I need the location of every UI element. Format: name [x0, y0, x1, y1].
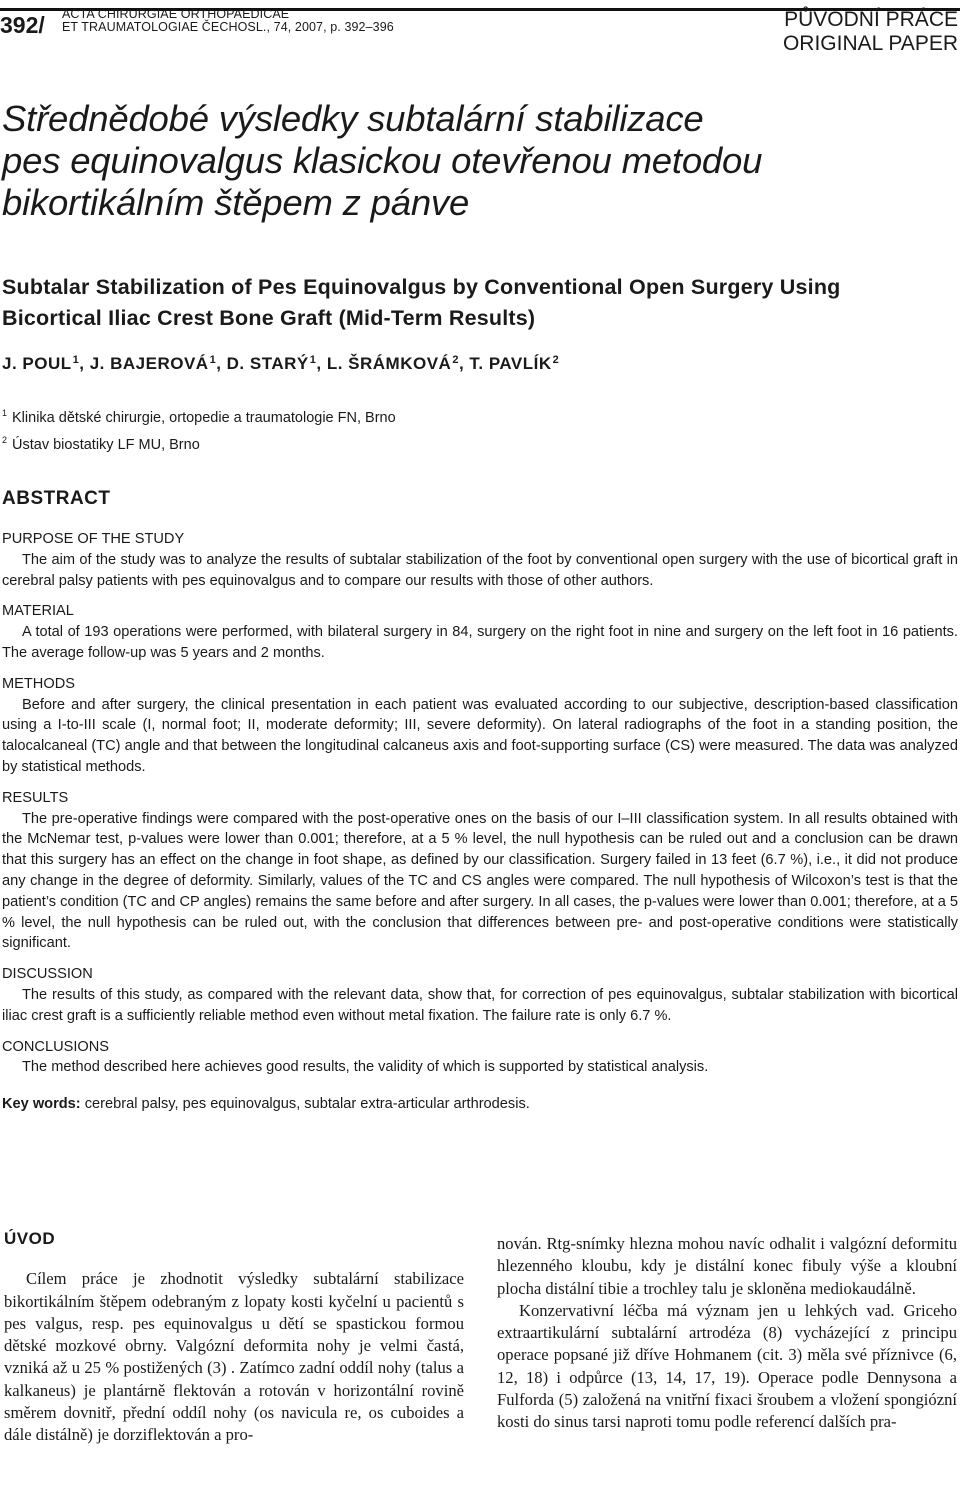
- abstract-section-heading: MATERIAL: [2, 603, 74, 620]
- abstract-section-purpose: [2, 529, 958, 591]
- title-english-line: Bicortical Iliac Crest Bone Graft (Mid-Term Results): [2, 306, 536, 330]
- author-affiliation-mark: 2: [552, 354, 560, 366]
- abstract-section-heading: METHODS: [2, 675, 75, 692]
- abstract-section-heading: RESULTS: [2, 789, 69, 806]
- affiliation-number: 2: [2, 435, 8, 445]
- body-column-left: [4, 1228, 464, 1447]
- paper-type-cz: PŮVODNÍ PRÁCE: [784, 8, 958, 31]
- affiliation-number: 1: [2, 408, 8, 418]
- paper-type: [783, 8, 958, 56]
- author-name: T. PAVLÍK: [469, 354, 552, 373]
- body-paragraph: Cílem práce je zhodnotit výsledky subtalární stabilizace bikortikálním štěpem odebraným z lopaty kosti kyčelní u pacientů s pes valgus, resp. pes equinovalgus u dětí se spastickou formou dětské mozkové obrny. Valgózní deformita nohy je velmi častá, vzniká až u 25 % postižených (3) . Zatímco zadní oddíl nohy (talus a kalkaneus) je plantárně flektován a rotován v horizontální rovině směrem dovnitř, přední oddíl nohy (os navicula re, os cuboides a dále distálně) je dorziflektován a pro-: [4, 1269, 464, 1445]
- title-czech-line: pes equinovalgus klasickou otevřenou metodou: [2, 140, 763, 181]
- author-list: J. POUL$^1$, J. BAJEROVÁ$^1$, D. STARÝ$^1$, L. ŠRÁMKOVÁ$^2$, T. PAVLÍK$^2$: [2, 354, 560, 373]
- abstract-section-text: The pre-operative findings were compared with the post-operative ones on the basis of our I–III classification system. In all results obtained with the McNemar test, p-values were lower than 0.001; therefore, at a 5 % level, the null hypothesis can be ruled out and a conclusion can be drawn that this surgery has an effect on the change in foot shape, as defined by our classification. Surgery failed in 13 feet (6.7 %), i.e., it did not produce any change in the degree of deformity. Similarly, values of the TC and CS angles were compared. The null hypothesis of Wilcoxon’s test is that the patient’s condition (TC and CP angles) remains the same before and after surgery. In all cases, the p-values were lower than 0.001; therefore, at a 5 % level, the null hypothesis can be ruled out, with the conclusion that differences between pre- and post-operative conditions were statistically significant.: [2, 810, 958, 952]
- affiliation-item: [2, 429, 396, 456]
- author-name: J. POUL: [2, 354, 72, 373]
- affiliations: [2, 402, 396, 456]
- body-column-right: [497, 1233, 957, 1434]
- affiliation-item: [2, 402, 396, 429]
- keywords-text: cerebral palsy, pes equinovalgus, subtalar extra-articular arthrodesis.: [84, 1096, 530, 1113]
- author-affiliation-mark: 1: [309, 354, 317, 366]
- page-number: 392/: [0, 12, 45, 38]
- abstract-section-text: A total of 193 operations were performed, with bilateral surgery in 84, surgery on the right foot in nine and surgery on the left foot in 16 patients. The average follow-up was 5 years and 2 months.: [2, 624, 958, 661]
- abstract-heading: ABSTRACT: [2, 488, 111, 509]
- keywords-label: Key words:: [2, 1096, 81, 1113]
- journal-citation: [62, 8, 394, 34]
- author-affiliation-mark: 1: [209, 354, 217, 366]
- journal-line-1: ACTA CHIRURGIAE ORTHOPAEDICAE: [62, 7, 290, 21]
- author-affiliation-mark: 1: [72, 354, 80, 366]
- abstract-section-text: The results of this study, as compared with the relevant data, show that, for correction of pes equinovalgus, subtalar stabilization with bicortical iliac crest graft is a sufficiently reliable method even without metal fixation. The failure rate is only 6.7 %.: [2, 986, 958, 1024]
- body-paragraph: nován. Rtg-snímky hlezna mohou navíc odhalit i valgózní deformitu hlezenného kloubu, kdy je distální konec fibuly výše a kloubní plocha distální tibie a trochley talu je skloněna mediokaudálně.: [497, 1234, 957, 1298]
- abstract-section-results: [2, 788, 958, 954]
- abstract-section-text: Before and after surgery, the clinical presentation in each patient was evaluated according to our subjective, description-based classification using a I-to-III scale (I, normal foot; II, moderate deformity; III, severe deformity). On lateral radiographs of the foot in a standing position, the talocalcaneal (TC) angle and that between the longitudinal calcaneus axis and foot-supporting surface (CS) were measured. The data was analyzed by statistical methods.: [2, 696, 958, 775]
- author-name: D. STARÝ: [226, 354, 309, 373]
- author-affiliation-mark: 2: [452, 354, 459, 366]
- author-name: J. BAJEROVÁ: [89, 354, 209, 373]
- title-czech-line: bikortikálním štěpem z pánve: [2, 182, 470, 223]
- title-english: [2, 272, 952, 334]
- author-name: L. ŠRÁMKOVÁ: [326, 354, 452, 373]
- title-english-line: Subtalar Stabilization of Pes Equinovalgus by Conventional Open Surgery Using: [2, 275, 841, 299]
- abstract-section-methods: [2, 674, 958, 778]
- abstract-section-conclusions: [2, 1037, 958, 1079]
- title-czech-line: Střednědobé výsledky subtalární stabilizace: [2, 98, 704, 139]
- affiliation-text: Klinika dětské chirurgie, ortopedie a traumatologie FN, Brno: [12, 410, 396, 426]
- abstract-section-heading: PURPOSE OF THE STUDY: [2, 531, 185, 547]
- abstract-section-material: [2, 601, 958, 663]
- journal-line-2: ET TRAUMATOLOGIAE ČECHOSL., 74, 2007, p. 392–396: [62, 20, 394, 34]
- abstract-section-discussion: [2, 964, 958, 1026]
- abstract-section-text: The method described here achieves good results, the validity of which is supported by statistical analysis.: [22, 1059, 709, 1076]
- abstract-body: [2, 529, 958, 1115]
- affiliation-text: Ústav biostatiky LF MU, Brno: [12, 437, 200, 453]
- abstract-section-heading: DISCUSSION: [2, 966, 93, 983]
- keywords: [2, 1094, 958, 1115]
- abstract-section-text: The aim of the study was to analyze the results of subtalar stabilization of the foot by conventional open surgery with the use of bicortical graft in cerebral palsy patients with pes equinovalgus and to compare our results with those of other authors.: [2, 551, 958, 589]
- abstract-section-heading: CONCLUSIONS: [2, 1038, 110, 1055]
- paper-type-en: ORIGINAL PAPER: [782, 32, 958, 55]
- page-header: [0, 0, 960, 58]
- body-paragraph: Konzervativní léčba má význam jen u lehkých vad. Griceho extraartikulární subtalární artrodéza (8) vycházející z principu operace popsané již dříve Hohmanem (cit. 3) měla své příznivce (6, 12, 18) i odpůrce (13, 14, 17, 19). Operace podle Dennysona a Fulforda (5) založená na vnitřní fixaci šroubem a vložení spongiózní kosti do sinus tarsi naproti tomu podle referencí dalších pra-: [497, 1300, 957, 1432]
- section-heading-uvod: ÚVOD: [4, 1229, 56, 1248]
- title-czech: [2, 98, 952, 224]
